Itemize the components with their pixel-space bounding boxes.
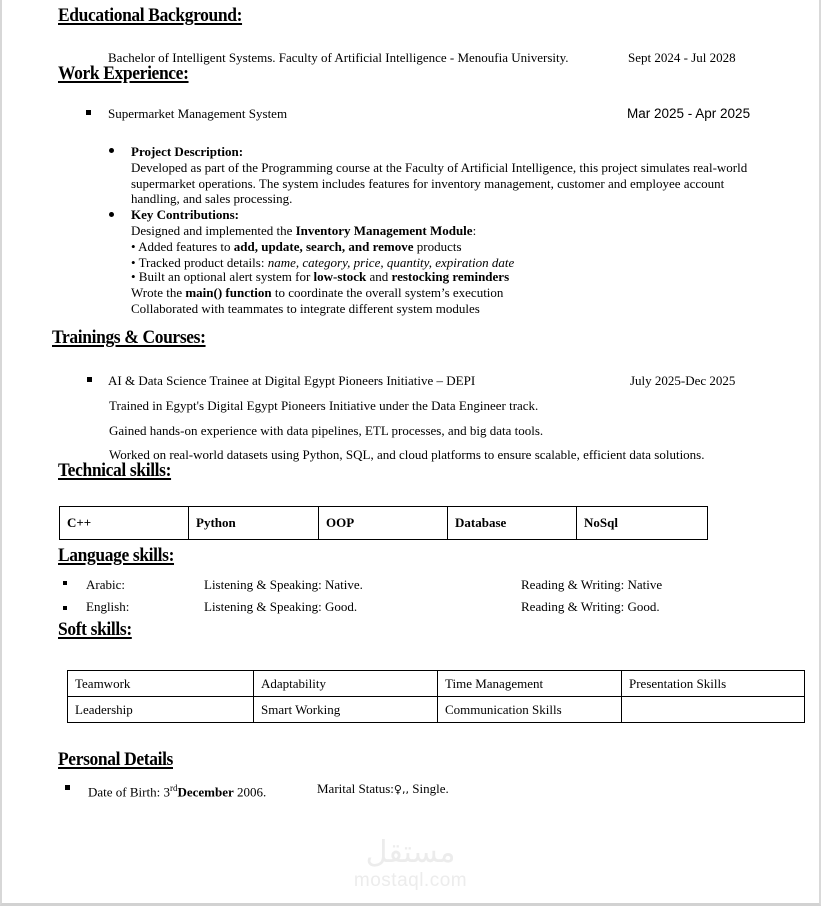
training-detail-2: Gained hands-on experience with data pipelines, ETL processes, and big data tools. — [109, 423, 544, 438]
language-listening-speaking-arabic: Listening & Speaking: Native. — [204, 577, 363, 592]
training-date: July 2025-Dec 2025 — [630, 373, 736, 388]
dob-label: Date of Birth: 3 — [88, 784, 170, 800]
watermark-arabic-text: مستقل — [365, 835, 456, 870]
training-title: AI & Data Science Trainee at Digital Egypt Pioneers Initiative – DEPI — [108, 373, 476, 388]
language-name-arabic: Arabic: — [86, 577, 125, 592]
soft-skill-cell: Teamwork — [68, 671, 254, 697]
contrib4-pre: • Built an optional alert system for — [131, 269, 314, 284]
contrib1-post: : — [472, 223, 477, 238]
education-date: Sept 2024 - Jul 2028 — [628, 50, 736, 65]
table-row — [68, 697, 805, 723]
watermark — [2, 836, 819, 892]
contribution-line-1 — [131, 222, 476, 239]
soft-skill-cell: Time Management — [438, 671, 622, 697]
project-description-line-2: supermarket operations. The system includes features for inventory management, customer and employee account — [131, 176, 725, 191]
language-name-english: English: — [86, 599, 130, 614]
project-description-line-1: Developed as part of the Programming course at the Faculty of Artificial Intelligence, this project simulates real-world — [131, 160, 748, 175]
square-bullet-icon-lang-2 — [63, 606, 67, 610]
contrib2-pre: • Added features to — [131, 239, 234, 254]
tech-skill-cell: OOP — [319, 507, 448, 540]
dob-year: 2006. — [233, 784, 267, 800]
language-reading-writing-arabic: Reading & Writing: Native — [521, 577, 663, 592]
dob-month: December — [177, 784, 234, 800]
language-reading-writing-english: Reading & Writing: Good. — [521, 599, 660, 614]
table-row — [60, 507, 708, 540]
marital-status-glyph: ♀,, — [393, 783, 409, 796]
soft-skills-table — [67, 670, 805, 723]
contrib3-pre: • Tracked product details: — [131, 255, 268, 270]
table-row — [68, 671, 805, 697]
soft-skill-cell: Leadership — [68, 697, 254, 723]
contrib1-pre: Designed and implemented the — [131, 223, 296, 238]
tech-skill-cell: Python — [189, 507, 319, 540]
contribution-line-4 — [131, 268, 509, 285]
language-listening-speaking-english: Listening & Speaking: Good. — [204, 599, 358, 614]
contrib1-bold: Inventory Management Module — [295, 223, 473, 238]
section-heading-work: Work Experience: — [58, 63, 189, 84]
contrib4-mid: and — [366, 269, 392, 284]
watermark-latin-text: mostaql.com — [353, 870, 468, 891]
soft-skill-cell: Presentation Skills — [622, 671, 805, 697]
work-job-date: Mar 2025 - Apr 2025 — [627, 106, 751, 121]
contribution-line-2 — [131, 238, 462, 255]
dot-bullet-icon-project — [109, 148, 114, 153]
soft-skill-cell-empty — [622, 697, 805, 723]
square-bullet-icon-lang-1 — [63, 581, 67, 585]
contrib2-bold: add, update, search, and remove — [233, 239, 414, 254]
technical-skills-table — [59, 506, 708, 540]
square-bullet-icon — [86, 110, 91, 115]
square-bullet-icon-training — [87, 377, 92, 382]
key-contributions-label: Key Contributions: — [131, 207, 239, 222]
section-heading-education: Educational Background: — [58, 5, 243, 26]
project-description-label: Project Description: — [131, 144, 244, 159]
contribution-line-6: Collaborated with teammates to integrate different system modules — [131, 301, 480, 316]
contribution-line-5 — [131, 284, 503, 301]
marital-status-value: Single. — [408, 781, 449, 796]
training-detail-3: Worked on real-world datasets using Python, SQL, and cloud platforms to ensure scalable, efficient data solutions. — [109, 447, 705, 462]
marital-status-label: Marital Status: — [317, 781, 394, 796]
tech-skill-cell: NoSql — [577, 507, 708, 540]
contrib5-bold: main() function — [185, 285, 272, 300]
soft-skill-cell: Smart Working — [254, 697, 438, 723]
project-description-line-3: handling, and sales processing. — [131, 191, 293, 206]
contrib2-post: products — [413, 239, 462, 254]
date-of-birth — [88, 780, 266, 800]
soft-skill-cell: Adaptability — [254, 671, 438, 697]
dot-bullet-icon-contrib — [109, 212, 114, 217]
section-heading-soft-skills: Soft skills: — [58, 619, 132, 640]
contrib5-pre: Wrote the — [131, 285, 186, 300]
contrib5-post: to coordinate the overall system’s execution — [271, 285, 504, 300]
training-detail-1: Trained in Egypt's Digital Egypt Pioneers Initiative under the Data Engineer track. — [109, 398, 539, 413]
section-heading-personal-details: Personal Details — [58, 749, 173, 770]
section-heading-technical-skills: Technical skills: — [58, 460, 172, 481]
dob-ordinal-suffix: rd — [169, 783, 178, 793]
work-job-title: Supermarket Management System — [108, 106, 288, 121]
section-heading-language-skills: Language skills: — [58, 545, 175, 566]
tech-skill-cell: C++ — [60, 507, 189, 540]
contrib4-bold-1: low-stock — [313, 269, 367, 284]
section-heading-trainings: Trainings & Courses: — [52, 327, 206, 348]
soft-skill-cell: Communication Skills — [438, 697, 622, 723]
contrib4-bold-2: restocking reminders — [391, 269, 510, 284]
education-entry: Bachelor of Intelligent Systems. Faculty of Artificial Intelligence - Menoufia University. — [108, 50, 569, 65]
contrib3-italic: name, category, price, quantity, expiration date — [267, 255, 515, 270]
square-bullet-icon-personal — [65, 785, 70, 790]
marital-status — [317, 780, 449, 798]
tech-skill-cell: Database — [448, 507, 577, 540]
